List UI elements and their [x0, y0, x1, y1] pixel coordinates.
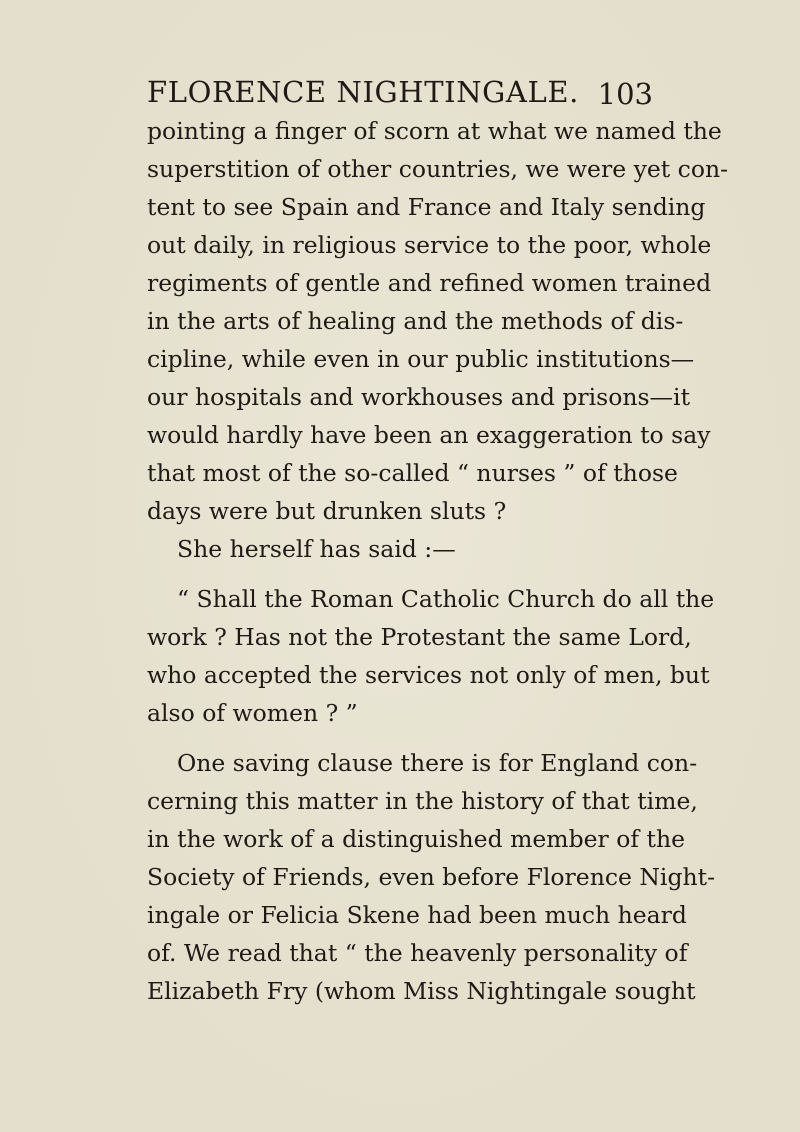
text-line: in the work of a distinguished member of the: [147, 825, 686, 853]
running-title: FLORENCE NIGHTINGALE.: [147, 75, 579, 109]
text-line: tent to see Spain and France and Italy sending: [147, 193, 706, 221]
text-line: pointing a finger of scorn at what we named the: [147, 117, 722, 145]
text-line: Society of Friends, even before Florence Night-: [147, 863, 716, 891]
text-line: of. We read that “ the heavenly personality of: [147, 939, 688, 967]
text-line: One saving clause there is for England con-: [177, 749, 698, 777]
text-line: regiments of gentle and refined women trained: [147, 269, 712, 297]
text-line: would hardly have been an exaggeration to say: [147, 421, 711, 449]
text-line: cerning this matter in the history of that time,: [147, 787, 698, 815]
text-line: that most of the so-called “ nurses ” of those: [147, 459, 678, 487]
text-line: She herself has said :—: [177, 535, 456, 563]
running-head: [147, 72, 653, 112]
page-number: 103: [597, 77, 653, 111]
quote-line: work ? Has not the Protestant the same Lord,: [147, 623, 692, 651]
quote-line: “ Shall the Roman Catholic Church do all the: [177, 585, 715, 613]
text-line: ingale or Felicia Skene had been much heard: [147, 901, 687, 929]
text-line: out daily, in religious service to the poor, whole: [147, 231, 712, 259]
quote-line: who accepted the services not only of men, but: [147, 661, 710, 689]
text-line: days were but drunken sluts ?: [147, 497, 507, 525]
text-line: Elizabeth Fry (whom Miss Nightingale sought: [147, 977, 696, 1005]
text-line: our hospitals and workhouses and prisons—it: [147, 383, 691, 411]
text-line: superstition of other countries, we were yet con-: [147, 155, 729, 183]
quote-line: also of women ? ”: [147, 699, 358, 727]
text-line: cipline, while even in our public institutions—: [147, 345, 695, 373]
text-line: in the arts of healing and the methods of dis-: [147, 307, 684, 335]
